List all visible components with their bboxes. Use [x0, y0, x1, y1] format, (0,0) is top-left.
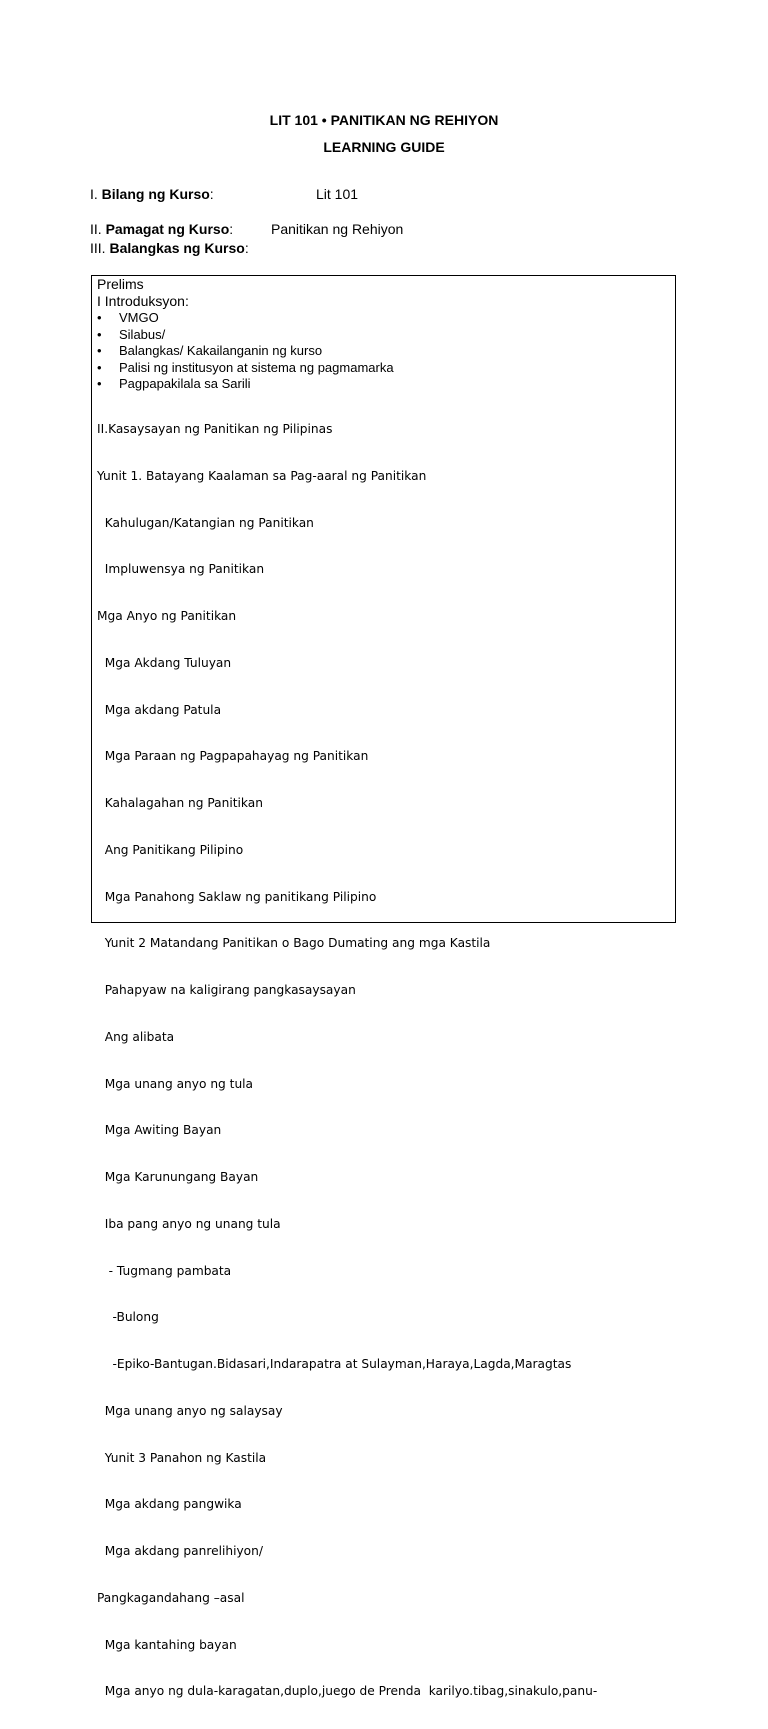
outline-line: Impluwensya ng Panitikan [97, 562, 265, 577]
outline-line: Iba pang anyo ng unang tula [97, 1216, 281, 1231]
outline-line: Mga Akdang Tuluyan [97, 655, 232, 670]
bullet-icon: • [97, 343, 102, 358]
bullet-text: Palisi ng institusyon at sistema ng pagmamarka [119, 359, 394, 375]
outline-line: Mga Karunungang Bayan [97, 1170, 259, 1184]
outline-line: Pangkagandahang –asal [97, 1590, 245, 1605]
bullet-icon: • [97, 376, 102, 391]
list-item [92, 360, 394, 377]
course-code-value: Lit 101 [316, 186, 359, 202]
list-item [92, 343, 394, 360]
bullet-icon: • [97, 326, 102, 342]
bullet-text: VMGO [119, 310, 159, 325]
outline-line: Yunit 1. Batayang Kaalaman sa Pag-aaral ng Panitikan [97, 468, 427, 483]
course-outline-colon: : [244, 240, 249, 256]
document-title: LIT 101 • PANITIKAN NG REHIYON [269, 112, 499, 128]
section-introduksyon: I Introduksyon: [97, 293, 189, 309]
course-title-row [90, 220, 233, 238]
outline-line: - Tugmang pambata [97, 1263, 232, 1278]
outline-line: Mga anyo ng dula-karagatan,duplo,juego de Prenda karilyo.tibag,sinakulo,panu- [97, 1684, 598, 1699]
course-code-colon: : [209, 186, 214, 202]
outline-line: Pahapyaw na kaligirang pangkasaysayan [97, 983, 356, 997]
bullet-text: Silabus/ [119, 326, 166, 342]
course-title-prefix: II. [90, 221, 106, 237]
bullet-icon: • [97, 359, 102, 375]
outline-lines [97, 392, 597, 1729]
bullet-text: Pagpapakilala sa Sarili [119, 376, 251, 391]
outline-line: -Epiko-Bantugan.Bidasari,Indarapatra at Sulayman,Haraya,Lagda,Maragtas [97, 1357, 572, 1371]
course-outline-row [90, 239, 249, 257]
course-code-prefix: I. [90, 186, 102, 202]
outline-line: Mga akdang Patula [97, 702, 222, 717]
course-outline-box [91, 275, 676, 1699]
outline-line: Mga unang anyo ng salaysay [97, 1403, 283, 1418]
outline-line: Kahulugan/Katangian ng Panitikan [97, 515, 314, 530]
outline-line: Mga akdang pangwika [97, 1497, 242, 1512]
outline-line: II.Kasaysayan ng Panitikan ng Pilipinas [97, 422, 333, 436]
outline-line: Yunit 2 Matandang Panitikan o Bago Dumating ang mga Kastila [97, 936, 491, 951]
course-outline-prefix: III. [90, 240, 110, 256]
document-subtitle: LEARNING GUIDE [323, 139, 445, 155]
outline-line: Kahalagahan ng Panitikan [97, 796, 263, 810]
outline-line: Mga akdang panrelihiyon/ [97, 1544, 263, 1558]
list-item [92, 327, 394, 344]
outline-line: Mga Anyo ng Panitikan [97, 609, 237, 623]
outline-line: Mga kantahing bayan [97, 1637, 237, 1652]
outline-line: Yunit 3 Panahon ng Kastila [97, 1450, 267, 1465]
list-item [92, 376, 394, 393]
course-title-colon: : [229, 221, 234, 237]
course-title-value: Panitikan ng Rehiyon [271, 221, 404, 237]
list-item [92, 310, 394, 327]
outline-line: Ang alibata [97, 1029, 175, 1044]
period-label: Prelims [97, 276, 144, 292]
course-code-label: Bilang ng Kurso [101, 186, 210, 202]
outline-line: Mga Paraan ng Pagpapahayag ng Panitikan [97, 749, 369, 764]
course-outline-label: Balangkas ng Kurso [109, 240, 245, 256]
outline-line: Mga unang anyo ng tula [97, 1076, 254, 1091]
outline-line: -Bulong [97, 1310, 159, 1325]
course-title-label: Pamagat ng Kurso [105, 221, 230, 237]
bullet-icon: • [97, 310, 102, 325]
course-code-row [90, 185, 214, 203]
bullet-text: Balangkas/ Kakailanganin ng kurso [119, 343, 323, 358]
outline-line: Mga Awiting Bayan [97, 1123, 222, 1138]
intro-bullet-list [92, 310, 394, 393]
outline-line: Mga Panahong Saklaw ng panitikang Pilipino [97, 889, 377, 904]
outline-line: Ang Panitikang Pilipino [97, 842, 244, 857]
